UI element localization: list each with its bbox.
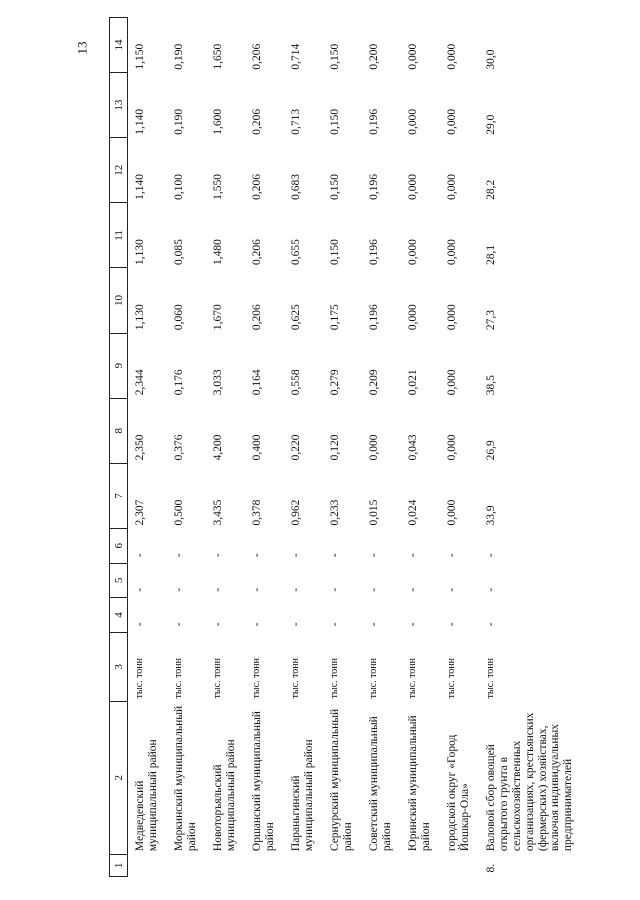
value-cell-col11: 0,150 [329, 239, 341, 265]
value-cell-col8: 0,000 [446, 434, 458, 461]
col6-value: - [290, 553, 302, 558]
header-cell-11: 11 [110, 203, 128, 268]
value-cell-col8: 0,120 [329, 434, 341, 461]
value-cell-col14: 0,190 [173, 43, 185, 70]
header-cell-12: 12 [110, 138, 128, 203]
col5-value: - [212, 587, 224, 592]
col4-value: - [134, 622, 146, 627]
value-cell-col13: 0,000 [446, 108, 458, 135]
value-cell-col10: 0,206 [251, 304, 263, 331]
value-cell-col12: 0,683 [290, 173, 302, 200]
value-cell-col10: 0,000 [446, 304, 458, 331]
col5-value: - [446, 587, 458, 592]
header-cell-8: 8 [110, 398, 128, 463]
col5-value: - [173, 587, 185, 592]
col6-value: - [251, 553, 263, 558]
header-cell-3: 3 [110, 632, 128, 701]
col4-value: - [212, 622, 224, 627]
value-cell-col7: 0,000 [446, 499, 458, 526]
row-unit: тыс. тонн [329, 657, 340, 699]
value-cell-col10: 0,175 [329, 304, 341, 331]
col5-value: - [290, 587, 302, 592]
header-cell-10: 10 [110, 268, 128, 333]
value-cell-col14: 0,206 [251, 43, 263, 70]
value-cell-col10: 0,196 [368, 304, 380, 331]
value-cell-col13: 1,600 [212, 108, 224, 135]
row-number [401, 854, 440, 876]
row-name: Оршанский муниципальный район [251, 711, 276, 852]
value-cell-col13: 0,190 [173, 108, 185, 135]
table-row [245, 18, 284, 877]
value-cell-col9: 0,164 [251, 369, 263, 396]
col4-value: - [329, 622, 341, 627]
row-number [206, 854, 245, 876]
value-cell-col14: 0,150 [329, 43, 341, 70]
value-cell-col12: 0,100 [173, 173, 185, 200]
value-cell-col14: 0,000 [407, 43, 419, 70]
value-cell-col12: 28,2 [485, 179, 497, 200]
value-cell-col13: 0,150 [329, 108, 341, 135]
value-cell-col8: 2,350 [134, 434, 146, 461]
value-cell-col10: 0,000 [407, 304, 419, 331]
value-cell-col14: 1,650 [212, 43, 224, 70]
value-cell-col11: 0,196 [368, 239, 380, 265]
value-cell-col10: 0,625 [290, 304, 302, 331]
row-unit: тыс. тонн [134, 657, 145, 699]
table-row [362, 18, 401, 877]
value-cell-col7: 0,024 [407, 499, 419, 526]
value-cell-col11: 0,206 [251, 239, 263, 265]
row-name: Сернурский муниципальный район [329, 708, 354, 852]
row-name: Новоторъяльский муниципальный район [212, 739, 237, 852]
value-cell-col7: 0,962 [290, 499, 302, 526]
value-cell-col10: 0,060 [173, 304, 185, 331]
header-cell-2: 2 [110, 701, 128, 854]
value-cell-col13: 1,140 [134, 108, 146, 135]
page-number: 13 [74, 41, 90, 55]
row-number [440, 854, 479, 876]
value-cell-col12: 0,150 [329, 173, 341, 200]
value-cell-col9: 0,000 [446, 369, 458, 396]
value-cell-col13: 0,196 [368, 108, 380, 135]
col4-value: - [368, 622, 380, 627]
value-cell-col9: 0,558 [290, 369, 302, 396]
value-cell-col7: 0,378 [251, 499, 263, 526]
value-cell-col7: 0,015 [368, 499, 380, 526]
value-cell-col9: 38,5 [485, 375, 497, 396]
row-name: городской округ «Город Йошкар-Ола» [446, 734, 471, 852]
row-name: Моркинский муниципальный район [173, 705, 198, 852]
table-body [128, 18, 582, 877]
row-name: Юринский муниципальный район [407, 715, 432, 852]
value-cell-col14: 1,150 [134, 43, 146, 70]
row-number: 8. [485, 863, 497, 873]
row-name: Валовой сбор овощей открытого грунта в сельскохозяйственных организациях, крестьянских (фермерских) хозяйствах, включая индивидуальных предпринимателей [485, 712, 575, 852]
row-unit: тыс. тонн [251, 657, 262, 699]
value-cell-col8: 26,9 [485, 440, 497, 461]
value-cell-col7: 3,435 [212, 499, 224, 526]
row-number [245, 854, 284, 876]
value-cell-col13: 0,000 [407, 108, 419, 135]
table-row [206, 18, 245, 877]
value-cell-col8: 0,376 [173, 434, 185, 461]
col4-value: - [446, 622, 458, 627]
row-unit: тыс. тонн [446, 657, 457, 699]
row-unit: тыс. тонн [212, 657, 223, 699]
col6-value: - [368, 553, 380, 558]
header-cell-1: 1 [110, 854, 128, 876]
value-cell-col11: 0,085 [173, 239, 185, 265]
row-name: Параньгинский муниципальный район [290, 739, 315, 852]
header-cell-13: 13 [110, 73, 128, 138]
header-cell-5: 5 [110, 563, 128, 598]
col5-value: - [134, 587, 146, 592]
col5-value: - [368, 587, 380, 592]
table-row [401, 18, 440, 877]
header-cell-6: 6 [110, 528, 128, 563]
row-number [284, 854, 323, 876]
row-number [128, 854, 168, 876]
value-cell-col14: 30,0 [485, 49, 497, 70]
value-cell-col10: 27,3 [485, 309, 497, 331]
value-cell-col9: 2,344 [134, 369, 146, 396]
row-unit: тыс. тонн [173, 657, 184, 699]
col6-value: - [173, 553, 185, 558]
header-cell-4: 4 [110, 598, 128, 633]
row-number [323, 854, 362, 876]
value-cell-col7: 0,500 [173, 499, 185, 526]
value-cell-col9: 0,279 [329, 369, 341, 396]
table-row [128, 18, 168, 877]
table-row [167, 18, 206, 877]
table-row [440, 18, 479, 877]
value-cell-col9: 0,176 [173, 369, 185, 396]
col5-value: - [251, 587, 263, 592]
value-cell-col12: 0,000 [407, 173, 419, 200]
value-cell-col13: 29,0 [485, 114, 497, 135]
row-name: Медведевский муниципальный район [134, 739, 159, 852]
data-table [109, 17, 581, 877]
col4-value: - [290, 622, 302, 627]
row-number [167, 854, 206, 876]
value-cell-col14: 0,000 [446, 43, 458, 70]
value-cell-col11: 0,655 [290, 239, 302, 265]
value-cell-col10: 1,130 [134, 304, 146, 331]
value-cell-col11: 0,000 [446, 239, 458, 265]
value-cell-col12: 0,206 [251, 173, 263, 200]
col6-value: - [329, 553, 341, 558]
row-number [362, 854, 401, 876]
table-row [479, 18, 581, 877]
value-cell-col14: 0,200 [368, 43, 380, 70]
value-cell-col7: 33,9 [485, 505, 497, 526]
value-cell-col12: 0,196 [368, 173, 380, 200]
value-cell-col13: 0,713 [290, 108, 302, 135]
col5-value: - [329, 587, 341, 592]
value-cell-col14: 0,714 [290, 43, 302, 70]
value-cell-col9: 0,021 [407, 369, 419, 396]
col6-value: - [212, 553, 224, 558]
col6-value: - [407, 553, 419, 558]
value-cell-col10: 1,670 [212, 304, 224, 331]
value-cell-col11: 1,130 [134, 239, 146, 265]
table-row [323, 18, 362, 877]
value-cell-col9: 3,033 [212, 369, 224, 396]
col5-value: - [407, 587, 419, 592]
table-row [284, 18, 323, 877]
row-unit: тыс. тонн [290, 657, 301, 699]
value-cell-col9: 0,209 [368, 369, 380, 396]
row-unit: тыс. тонн [485, 657, 496, 699]
value-cell-col8: 0,220 [290, 434, 302, 461]
value-cell-col12: 0,000 [446, 173, 458, 200]
value-cell-col7: 2,307 [134, 499, 146, 526]
row-unit: тыс. тонн [407, 657, 418, 699]
header-cell-9: 9 [110, 333, 128, 398]
col6-value: - [446, 553, 458, 558]
rotated-document-table [109, 17, 631, 877]
value-cell-col8: 0,000 [368, 434, 380, 461]
header-cell-7: 7 [110, 463, 128, 528]
value-cell-col13: 0,206 [251, 108, 263, 135]
value-cell-col12: 1,140 [134, 173, 146, 200]
header-cell-14: 14 [110, 18, 128, 73]
value-cell-col8: 0,043 [407, 434, 419, 461]
row-unit: тыс. тонн [368, 657, 379, 699]
value-cell-col11: 28,1 [485, 244, 497, 265]
col4-value: - [251, 622, 263, 627]
row-name: Советский муниципальный район [368, 716, 393, 852]
col4-value: - [485, 622, 497, 627]
col4-value: - [407, 622, 419, 627]
col5-value: - [485, 587, 497, 592]
col6-value: - [134, 553, 146, 558]
col4-value: - [173, 622, 185, 627]
value-cell-col11: 0,000 [407, 239, 419, 265]
value-cell-col12: 1,550 [212, 173, 224, 200]
value-cell-col8: 4,200 [212, 434, 224, 461]
value-cell-col8: 0,400 [251, 434, 263, 461]
table-header [110, 18, 128, 877]
col6-value: - [485, 553, 497, 558]
value-cell-col7: 0,233 [329, 499, 341, 526]
value-cell-col11: 1,480 [212, 239, 224, 265]
